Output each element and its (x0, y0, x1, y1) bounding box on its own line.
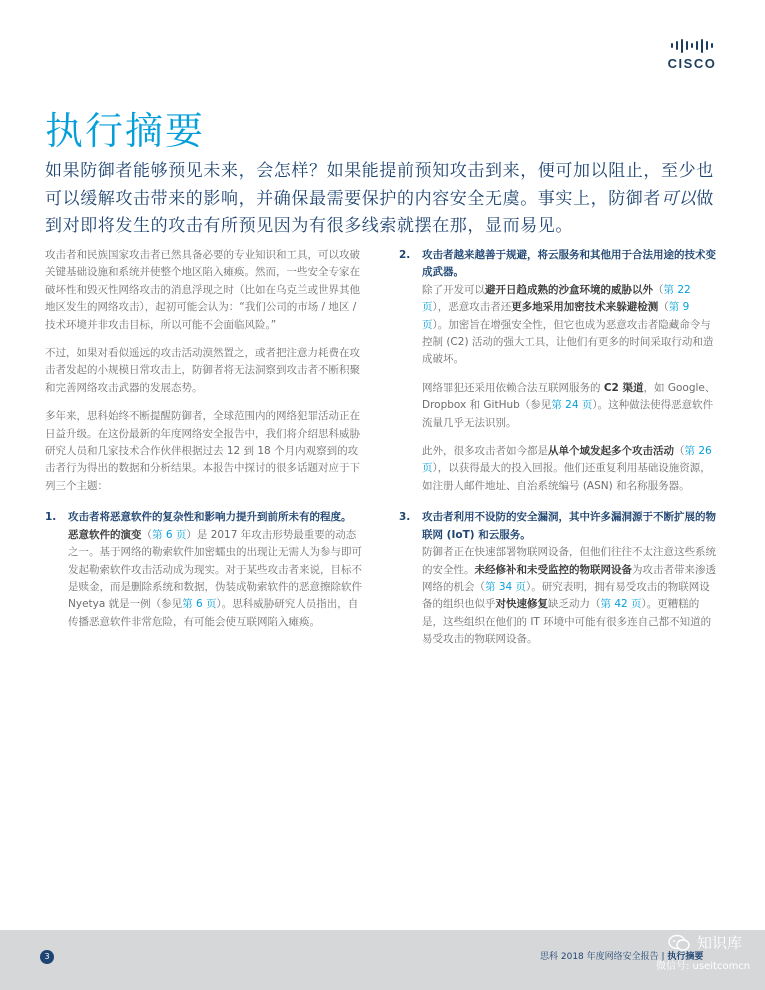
text-run: ）。思科威胁研究人员指出，自传播恶意软件非常危险，有可能会使互联网陷入瘫痪。 (68, 598, 359, 628)
text-run: （ (141, 528, 152, 541)
intro-paragraph-1: 攻击者和民族国家攻击者已然具备必要的专业知识和工具，可以攻破关键基础设施和系统并使整个地区陷入瘫痪。然而，一些安全专家在破坏性和毁灭性网络攻击的消息浮现之时（比如在乌克兰或世界其他地区发生的网络攻击），起初可能会认为：“我们公司的市场 / 地区 / 技术环境并非攻击目标，所以可能不会面临风险。” (45, 249, 360, 331)
lead-emphasis: 可以 (661, 188, 697, 209)
theme-2-body-3 (399, 443, 717, 495)
text-run: ）。更糟糕的是，这些组织在他们的 IT 环境中可能有很多连自己都不知道的易受攻击的物联网设备。 (422, 598, 712, 646)
text-run: 除了开发可以 (422, 283, 485, 296)
page-footer (0, 930, 765, 990)
page-reference-link[interactable]: 第 42 页 (600, 598, 642, 611)
page-reference-link[interactable]: 第 26 页 (422, 445, 712, 475)
theme-3-body (399, 544, 717, 648)
theme-1-highlight: 恶意软件的演变 (68, 528, 142, 541)
theme-3 (399, 509, 717, 544)
footer-section: 执行摘要 (667, 952, 704, 962)
text-run: 此外，很多攻击者如今都是 (422, 445, 548, 458)
watermark-name: 知识库 (697, 934, 743, 952)
page-reference-link[interactable]: 第 9 页 (422, 301, 690, 331)
theme-3-highlight: 未经修补和未受监控的物联网设备 (474, 563, 632, 576)
text-run: （ (653, 283, 664, 296)
theme-1-heading: 攻击者将恶意软件的复杂性和影响力提升到前所未有的程度。 (68, 511, 352, 524)
page-number-badge: 3 (40, 950, 54, 964)
watermark-account: 微信号: useitcomcn (656, 961, 751, 972)
page-reference-link[interactable]: 第 22 页 (422, 283, 691, 314)
theme-2-highlight: 更多地采用加密技术来躲避检测 (511, 301, 659, 314)
text-run: ）。研究表明，拥有易受攻击的物联网设备的组织也似乎 (422, 580, 710, 611)
text-run: ），以获得最大的投入回报。他们还重复利用基础设施资源，如注册人邮件地址、自治系统编号 (ASN) 和名称服务器。 (422, 462, 711, 492)
cisco-logo-text: CISCO (667, 56, 717, 71)
footer-separator: | (658, 952, 668, 962)
lead-paragraph (45, 158, 725, 241)
cisco-logo-bars-icon (662, 38, 722, 53)
theme-2-highlight: C2 渠道 (603, 381, 644, 394)
page-title: 执行摘要 (45, 109, 206, 153)
theme-2-body-1 (399, 282, 717, 369)
theme-1-body (45, 527, 363, 631)
report-name: 思科 2018 年度网络安全报告 (540, 952, 659, 962)
intro-paragraph-2: 不过，如果对看似遥远的攻击活动漠然置之，或者把注意力耗费在攻击者发起的小规模日常攻击上，防御者将无法洞察到攻击者不断积聚和完善网络攻击武器的发展态势。 (45, 347, 360, 394)
text-run: ）。这种做法使得恶意软件流量几乎无法识别。 (422, 399, 714, 429)
theme-3-number: 3. (399, 511, 411, 524)
intro-paragraph-3: 多年来，思科始终不断提醒防御者，全球范围内的网络犯罪活动正在日益升级。在这份最新的年度网络安全报告中，我们将介绍思科威胁研究人员和几家技术合作伙伴根据过去 12 到 18 个月内观察到的攻击者行为得出的数据和分析结果。本报告中探讨的很多话题对应于下列三个主题： (45, 410, 360, 492)
theme-2-heading: 攻击者越来越善于规避，将云服务和其他用于合法用途的技术变成武器。 (422, 249, 716, 279)
theme-2-number: 2. (399, 249, 411, 261)
lead-part-2: 做到对即将发生的攻击有所预见因为有很多线索就摆在那，显而易见。 (45, 188, 714, 236)
cisco-logo (662, 38, 722, 74)
text-run: （ (658, 301, 669, 314)
theme-1-number: 1. (45, 511, 57, 524)
theme-2 (399, 247, 717, 282)
theme-3-highlight: 对快速修复 (495, 598, 548, 611)
theme-2-highlight: 避开日趋成熟的沙盒环境的威胁以外 (485, 283, 653, 296)
text-run: 缺乏动力（ (548, 598, 601, 611)
page-reference-link[interactable]: 第 6 页 (152, 528, 187, 541)
text-run: （ (674, 445, 685, 458)
text-run: ），恶意攻击者还 (432, 301, 512, 314)
page-reference-link[interactable]: 第 6 页 (182, 598, 217, 611)
theme-1 (45, 509, 363, 526)
page-reference-link[interactable]: 第 34 页 (485, 580, 527, 593)
theme-2-body-2 (399, 380, 717, 432)
right-column (399, 247, 717, 660)
page-reference-link[interactable]: 第 24 页 (551, 399, 593, 412)
text-run: ）是 2017 年攻击形势最重要的动态之一。基于网络的勒索软件加密蠕虫的出现让无需人为参与即可发起勒索软件攻击活动成为现实。对于某些攻击者来说，目标不是赎金，而是删除系统和数据，伪装成勒索软件的恶意擦除软件 Nyetya 就是一例（参见 (68, 528, 362, 611)
theme-2-highlight: 从单个域发起多个攻击活动 (548, 445, 674, 458)
text-run: ，如 Google、Dropbox 和 GitHub（参见 (422, 381, 716, 412)
text-run: ）。加密旨在增强安全性，但它也成为恶意攻击者隐藏命令与控制 (C2) 活动的强大工具，让他们有更多的时间采取行动和造成破坏。 (422, 318, 714, 366)
text-run: 网络罪犯还采用依赖合法互联网服务的 (422, 381, 604, 394)
left-column (45, 247, 363, 642)
theme-3-heading: 攻击者利用不设防的安全漏洞，其中许多漏洞源于不断扩展的物联网 (IoT) 和云服务。 (422, 511, 716, 541)
wechat-icon (668, 934, 690, 952)
text-run: 防御者正在快速部署物联网设备，但他们往往不太注意这些系统的安全性。 (422, 546, 716, 576)
text-run: 为攻击者带来渗透网络的机会（ (422, 563, 716, 593)
lead-part-1: 如果防御者能够预见未来，会怎样？如果能提前预知攻击到来，便可加以阻止，至少也可以缓解攻击带来的影响，并确保最需要保护的内容安全无虞。事实上，防御者 (45, 161, 714, 209)
